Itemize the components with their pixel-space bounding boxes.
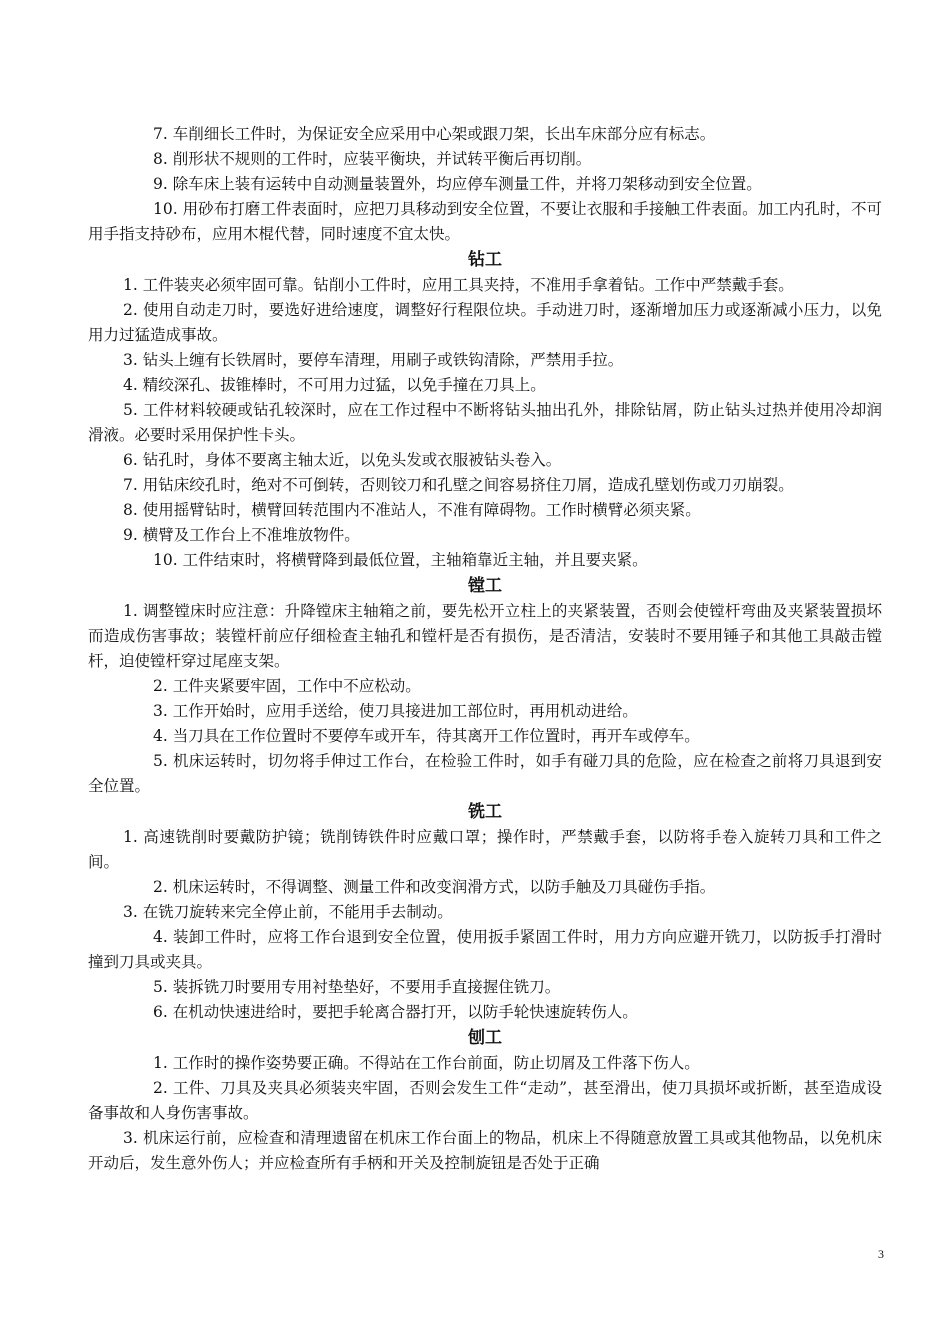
section-heading-boring: 镗工 [468, 576, 502, 596]
paragraph-item: 10. 用砂布打磨工件表面时，应把刀具移动到安全位置，不要让衣服和手接触工件表面。加工内孔时，不可用手指支持砂布，应用木棍代替，同时速度不宜太快。 [88, 200, 882, 243]
paragraph-item: 5. 机床运转时，切勿将手伸过工作台，在检验工件时，如手有碰刀具的危险，应在检查之前将刀具退到安全位置。 [88, 752, 882, 795]
page-body [88, 122, 882, 1176]
paragraph-item: 8. 使用摇臂钻时，横臂回转范围内不准站人，不准有障碍物。工作时横臂必须夹紧。 [123, 501, 701, 519]
paragraph-item: 3. 钻头上缠有长铁屑时，要停车清理，用刷子或铁钩清除，严禁用手拉。 [123, 351, 624, 369]
paragraph-item: 4. 当刀具在工作位置时不要停车或开车，待其离开工作位置时，再开车或停车。 [153, 727, 700, 745]
boring-items [88, 599, 882, 799]
paragraph-item: 6. 钻孔时，身体不要离主轴太近，以免头发或衣服被钻头卷入。 [123, 451, 562, 469]
paragraph-item: 1. 高速铣削时要戴防护镜；铣削铸铁件时应戴口罩；操作时，严禁戴手套，以防将手卷入旋转刀具和工件之间。 [88, 828, 882, 871]
paragraph-item: 1. 工作时的操作姿势要正确。不得站在工作台前面，防止切屑及工件落下伤人。 [153, 1054, 700, 1072]
section-heading-planing: 刨工 [468, 1028, 502, 1048]
paragraph-item: 2. 工件夹紧要牢固，工作中不应松动。 [153, 677, 421, 695]
planing-items [88, 1051, 882, 1176]
paragraph-item: 2. 使用自动走刀时，要选好进给速度，调整好行程限位块。手动进刀时，逐渐增加压力或逐渐减小压力，以免用力过猛造成事故。 [88, 301, 882, 344]
paragraph-item: 1. 工件装夹必须牢固可靠。钻削小工件时，应用工具夹持，不准用手拿着钻。工作中严禁戴手套。 [123, 276, 794, 294]
paragraph-item: 5. 工件材料较硬或钻孔较深时，应在工作过程中不断将钻头抽出孔外，排除钻屑，防止钻头过热并使用冷却润滑液。必要时采用保护性卡头。 [88, 401, 882, 444]
drilling-items [88, 273, 882, 573]
paragraph-item: 3. 机床运行前，应检查和清理遗留在机床工作台面上的物品，机床上不得随意放置工具或其他物品，以免机床开动后，发生意外伤人；并应检查所有手柄和开关及控制旋钮是否处于正确 [88, 1129, 882, 1172]
paragraph-item: 2. 机床运转时，不得调整、测量工件和改变润滑方式，以防手触及刀具碰伤手指。 [153, 878, 716, 896]
section-heading-milling: 铣工 [468, 802, 502, 822]
paragraph-item: 6. 在机动快速进给时，要把手轮离合器打开，以防手轮快速旋转伤人。 [153, 1003, 638, 1021]
paragraph-item: 9. 横臂及工作台上不准堆放物件。 [123, 526, 360, 544]
paragraph-item: 4. 装卸工件时，应将工作台退到安全位置，使用扳手紧固工件时，用力方向应避开铣刀，以防扳手打滑时撞到刀具或夹具。 [88, 928, 882, 971]
paragraph-item: 9. 除车床上装有运转中自动测量装置外，均应停车测量工件，并将刀架移动到安全位置。 [153, 175, 762, 193]
paragraph-item: 1. 调整镗床时应注意：升降镗床主轴箱之前，要先松开立柱上的夹紧装置，否则会使镗杆弯曲及夹紧装置损坏而造成伤害事故；装镗杆前应仔细检查主轴孔和镗杆是否有损伤，是否清洁，安装时不要用锤子和其他工具敲击镗杆，迫使镗杆穿过尾座支架。 [88, 602, 882, 670]
milling-items [88, 825, 882, 1025]
section-heading-drilling: 钻工 [468, 250, 502, 270]
paragraph-item: 7. 用钻床绞孔时，绝对不可倒转，否则铰刀和孔壁之间容易挤住刀屑，造成孔壁划伤或刀刃崩裂。 [123, 476, 794, 494]
paragraph-item: 5. 装拆铣刀时要用专用衬垫垫好，不要用手直接握住铣刀。 [153, 978, 561, 996]
paragraph-item: 4. 精绞深孔、拔锥棒时，不可用力过猛，以免手撞在刀具上。 [123, 376, 546, 394]
paragraph-item: 2. 工件、刀具及夹具必须装夹牢固，否则会发生工件“走动”，甚至滑出，使刀具损坏或折断，甚至造成设备事故和人身伤害事故。 [88, 1079, 882, 1122]
page-number: 3 [878, 1247, 884, 1261]
paragraph-item: 10. 工件结束时，将横臂降到最低位置，主轴箱靠近主轴，并且要夹紧。 [153, 551, 648, 569]
lathe-section-tail [88, 122, 882, 247]
paragraph-item: 8. 削形状不规则的工件时，应装平衡块，并试转平衡后再切削。 [153, 150, 592, 168]
paragraph-item: 3. 工作开始时，应用手送给，使刀具接进加工部位时，再用机动进给。 [153, 702, 638, 720]
paragraph-item: 3. 在铣刀旋转来完全停止前，不能用手去制动。 [123, 903, 453, 921]
paragraph-item: 7. 车削细长工件时，为保证安全应采用中心架或跟刀架，长出车床部分应有标志。 [153, 125, 716, 143]
